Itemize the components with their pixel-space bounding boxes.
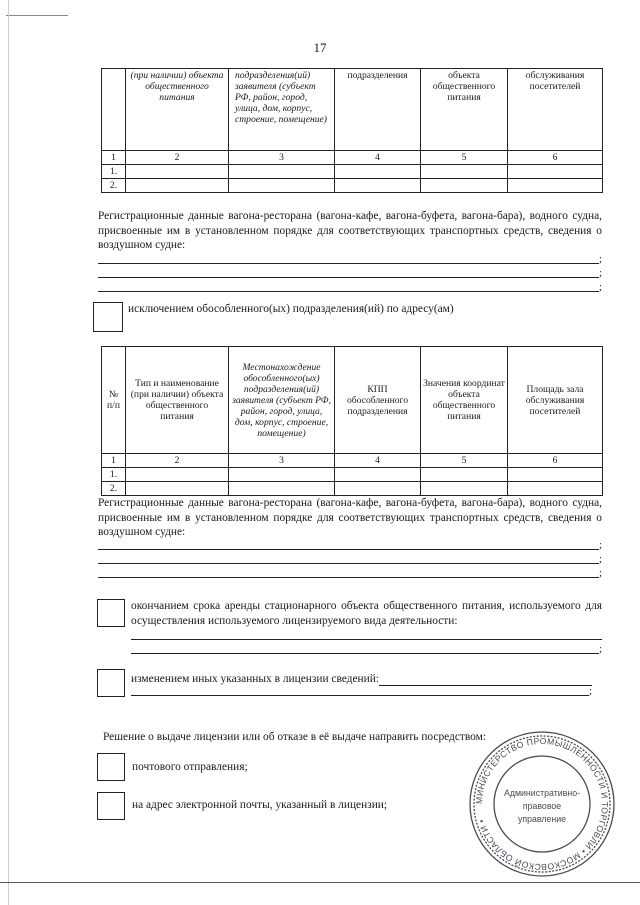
table-cell[interactable] xyxy=(229,482,335,496)
scan-bottom-edge xyxy=(0,882,640,883)
other-changes-line xyxy=(131,685,592,696)
header-cell xyxy=(229,347,335,454)
official-stamp xyxy=(466,728,618,880)
subdivisions-table xyxy=(101,346,603,496)
fill-line[interactable] xyxy=(98,253,599,264)
stamp-center-line: управление xyxy=(517,814,567,824)
line-end: ; xyxy=(598,281,602,293)
col-number: 5 xyxy=(421,151,508,165)
table-cell[interactable] xyxy=(126,165,229,179)
other-changes-row xyxy=(131,672,592,686)
col-number: 4 xyxy=(335,454,421,468)
lease-end-label: окончанием срока аренды стационарного объекта общественного питания, используемого для осуществления используемого лицензируемого вида деятельности: xyxy=(131,600,602,627)
post-checkbox[interactable] xyxy=(97,753,125,781)
col-number: 3 xyxy=(229,454,335,468)
table-cell[interactable] xyxy=(335,179,421,193)
table-header-row xyxy=(102,69,603,151)
fill-line[interactable] xyxy=(131,629,602,640)
col-number: 2 xyxy=(126,151,229,165)
fill-line[interactable] xyxy=(98,539,599,550)
table-row xyxy=(102,482,603,496)
line-end: ; xyxy=(598,567,602,579)
stamp-center-line: Административно- xyxy=(503,788,581,798)
table-cell[interactable] xyxy=(335,165,421,179)
header-italic: подразделения(ий) заявителя (субъект РФ, район, город, улица, дом, корпус, строение, помещение) xyxy=(235,70,328,125)
table-cell[interactable] xyxy=(335,482,421,496)
fill-line[interactable] xyxy=(131,643,599,654)
table-cell[interactable] xyxy=(229,165,335,179)
header-italic: Местонахождение обособленного(ых) подразделения(ий) заявителя (субъект РФ, район, город, улица, дом, корпус, строение, помещение) xyxy=(232,361,331,439)
page-number: 17 xyxy=(313,40,327,55)
other-changes-checkbox[interactable] xyxy=(97,669,125,697)
table-cell[interactable] xyxy=(229,468,335,482)
lease-end-lines xyxy=(131,629,602,654)
header-italic: (при наличии) объекта общественного питания xyxy=(130,70,224,103)
table-cell[interactable] xyxy=(421,468,508,482)
col-number: 1 xyxy=(102,454,126,468)
col-number: 4 xyxy=(335,151,421,165)
col-number: 2 xyxy=(126,454,229,468)
line-end: ; xyxy=(598,643,602,655)
row-number: 1. xyxy=(102,468,126,482)
line-end: ; xyxy=(598,267,602,279)
registration-lines xyxy=(98,253,602,292)
email-checkbox[interactable] xyxy=(97,792,125,820)
line-end: ; xyxy=(598,553,602,565)
col-number: 6 xyxy=(508,151,603,165)
table-cell[interactable] xyxy=(335,468,421,482)
header-cell xyxy=(126,347,229,454)
table-row xyxy=(102,468,603,482)
line-end: ; xyxy=(588,685,592,697)
fill-line[interactable] xyxy=(98,567,599,578)
table-cell[interactable] xyxy=(126,482,229,496)
table-cell[interactable] xyxy=(126,468,229,482)
col-number: 6 xyxy=(508,454,603,468)
table-cell[interactable] xyxy=(421,179,508,193)
table-cell[interactable] xyxy=(508,482,603,496)
table-cell[interactable] xyxy=(126,179,229,193)
exclusion-label: исключением обособленного(ых) подразделения(ий) по адресу(ам) xyxy=(128,303,454,315)
registration-text: Регистрационные данные вагона-ресторана (вагона-кафе, вагона-буфета, вагона-бара), водного судна, присвоенные им в установленном порядке для соответствующих транспортных средств, сведения о воздушном судне: xyxy=(98,210,602,251)
column-number-row xyxy=(102,151,603,165)
post-label: почтового отправления; xyxy=(132,761,248,773)
table-cell[interactable] xyxy=(421,165,508,179)
fill-line[interactable] xyxy=(131,685,589,696)
table-cell[interactable] xyxy=(508,468,603,482)
decision-text: Решение о выдаче лицензии или об отказе в её выдаче направить посредством: xyxy=(103,731,487,743)
table-row xyxy=(102,179,603,193)
header-cell: КПП обособленного подразделения xyxy=(335,347,421,454)
header-cell: обслуживания посетителей xyxy=(508,69,603,151)
stamp-center-line: правовое xyxy=(522,801,562,811)
fill-line[interactable] xyxy=(98,281,599,292)
line-end: ; xyxy=(598,253,602,265)
exclusion-checkbox[interactable] xyxy=(93,302,123,332)
registration-text: Регистрационные данные вагона-ресторана (вагона-кафе, вагона-буфета, вагона-бара), водного судна, присвоенные им в установленном порядке для соответствующих транспортных средств, сведения о воздушном судне: xyxy=(98,497,602,538)
corner-mark xyxy=(6,15,68,16)
table-header-row xyxy=(102,347,603,454)
header-text: Тип и наименование (при наличии) объекта общественного питания xyxy=(130,378,224,422)
header-cell xyxy=(126,69,229,151)
line-end: ; xyxy=(598,539,602,551)
col-number: 1 xyxy=(102,151,126,165)
header-cell: Значения координат объекта общественного питания xyxy=(421,347,508,454)
table-cell[interactable] xyxy=(508,179,603,193)
row-number: 2. xyxy=(102,482,126,496)
header-cell: Площадь зала обслуживания посетителей xyxy=(508,347,603,454)
row-number: 1. xyxy=(102,165,126,179)
table-cell[interactable] xyxy=(421,482,508,496)
col-number: 3 xyxy=(229,151,335,165)
lease-end-checkbox[interactable] xyxy=(97,599,125,627)
column-number-row xyxy=(102,454,603,468)
scan-edge xyxy=(8,0,9,905)
stamp-ring-text: МИНИСТЕРСТВО ПРОМЫШЛЕННОСТИ И ТОРГОВЛИ • МОСКОВСКОЙ ОБЛАСТИ • xyxy=(473,735,611,873)
header-cell xyxy=(102,69,126,151)
table-continued xyxy=(101,68,603,193)
header-cell: объекта общественного питания xyxy=(421,69,508,151)
email-label: на адрес электронной почты, указанный в лицензии; xyxy=(132,799,388,811)
table-cell[interactable] xyxy=(229,179,335,193)
other-changes-label: изменением иных указанных в лицензии сведений: xyxy=(131,673,379,685)
header-cell xyxy=(229,69,335,151)
table-row xyxy=(102,165,603,179)
header-cell: № п/п xyxy=(102,347,126,454)
table-cell[interactable] xyxy=(508,165,603,179)
header-cell: подразделения xyxy=(335,69,421,151)
col-number: 5 xyxy=(421,454,508,468)
fill-line[interactable] xyxy=(98,267,599,278)
fill-line[interactable] xyxy=(98,553,599,564)
registration-lines xyxy=(98,539,602,578)
row-number: 2. xyxy=(102,179,126,193)
